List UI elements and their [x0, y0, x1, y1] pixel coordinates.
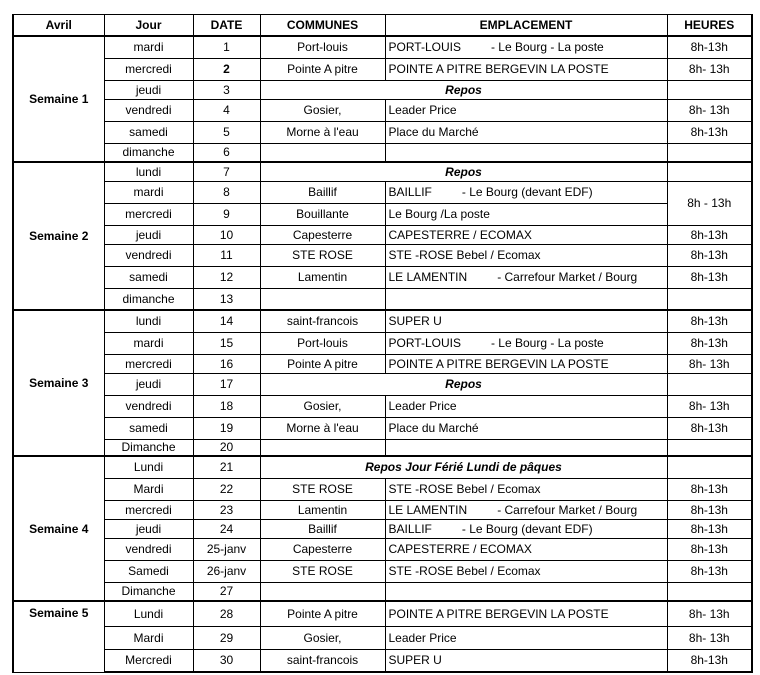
commune-cell: saint-francois — [260, 649, 385, 672]
location-cell — [385, 36, 667, 58]
location-cell — [385, 649, 667, 672]
repos-note: Repos — [260, 162, 667, 181]
day-cell: Lundi — [104, 456, 193, 478]
table-row — [13, 203, 752, 225]
location-cell — [385, 538, 667, 560]
date-cell: 24 — [193, 519, 260, 538]
day-cell: mercredi — [104, 58, 193, 80]
day-cell: vendredi — [104, 538, 193, 560]
repos-note: Repos — [260, 373, 667, 395]
location-cell — [385, 478, 667, 500]
location-text: Leader Price — [388, 630, 457, 645]
table-row — [13, 560, 752, 582]
commune-cell: Port-louis — [260, 36, 385, 58]
date-cell: 26-janv — [193, 560, 260, 582]
commune-cell: Pointe A pitre — [260, 601, 385, 626]
location-cell — [385, 225, 667, 244]
commune-cell: Port-louis — [260, 332, 385, 354]
hours-cell — [667, 373, 752, 395]
commune-cell — [260, 143, 385, 162]
commune-cell: Lamentin — [260, 266, 385, 288]
date-cell: 10 — [193, 225, 260, 244]
location-text: CAPESTERRE / ECOMAX — [388, 227, 532, 242]
hours-cell — [667, 456, 752, 478]
table-row — [13, 626, 752, 649]
hours-cell: 8h-13h — [667, 519, 752, 538]
date-cell: 27 — [193, 582, 260, 601]
date-cell: 14 — [193, 310, 260, 332]
hours-cell: 8h-13h — [667, 417, 752, 439]
table-row — [13, 500, 752, 519]
table-row — [13, 181, 752, 203]
hours-cell: 8h-13h — [667, 266, 752, 288]
date-cell: 1 — [193, 36, 260, 58]
hours-cell — [667, 143, 752, 162]
table-row — [13, 354, 752, 373]
location-cell — [385, 519, 667, 538]
hours-cell — [667, 439, 752, 456]
day-cell: Lundi — [104, 601, 193, 626]
date-cell: 23 — [193, 500, 260, 519]
day-cell: jeudi — [104, 80, 193, 99]
header-row — [13, 15, 752, 37]
table-row — [13, 538, 752, 560]
location-text: POINTE A PITRE BERGEVIN LA POSTE — [388, 62, 609, 76]
date-cell: 17 — [193, 373, 260, 395]
hours-cell: 8h-13h — [667, 121, 752, 143]
day-cell: samedi — [104, 266, 193, 288]
day-cell: lundi — [104, 310, 193, 332]
repos-note: Repos — [260, 80, 667, 99]
location-cell — [385, 99, 667, 121]
repos-note: Repos Jour Férié Lundi de pâques — [260, 456, 667, 478]
commune-cell: Morne à l'eau — [260, 121, 385, 143]
location-text: POINTE A PITRE BERGEVIN LA POSTE — [388, 356, 609, 371]
date-cell: 30 — [193, 649, 260, 672]
header-location: EMPLACEMENT — [385, 15, 667, 37]
week-label: Semaine 5 — [13, 601, 104, 672]
day-cell: samedi — [104, 121, 193, 143]
commune-cell — [260, 582, 385, 601]
day-cell: dimanche — [104, 143, 193, 162]
hours-cell: 8h- 13h — [667, 354, 752, 373]
date-cell: 9 — [193, 203, 260, 225]
day-cell: Mercredi — [104, 649, 193, 672]
day-cell: jeudi — [104, 373, 193, 395]
date-cell: 6 — [193, 143, 260, 162]
location-cell — [385, 332, 667, 354]
date-cell: 15 — [193, 332, 260, 354]
commune-cell: Capesterre — [260, 225, 385, 244]
location-cell — [385, 560, 667, 582]
day-cell: mercredi — [104, 500, 193, 519]
date-cell: 11 — [193, 244, 260, 266]
hours-cell — [667, 80, 752, 99]
hours-cell: 8h-13h — [667, 500, 752, 519]
day-cell: Dimanche — [104, 439, 193, 456]
header-hours: HEURES — [667, 15, 752, 37]
location-cell — [385, 58, 667, 80]
week-label: Semaine 3 — [13, 310, 104, 456]
hours-cell: 8h- 13h — [667, 626, 752, 649]
day-cell: samedi — [104, 417, 193, 439]
location-cell — [385, 310, 667, 332]
hours-cell: 8h-13h — [667, 560, 752, 582]
day-cell: vendredi — [104, 99, 193, 121]
date-cell: 20 — [193, 439, 260, 456]
table-row — [13, 519, 752, 538]
commune-cell — [260, 439, 385, 456]
commune-cell: Capesterre — [260, 538, 385, 560]
hours-cell: 8h - 13h — [667, 181, 752, 225]
location-text: Place du Marché — [388, 125, 479, 139]
location-cell — [385, 626, 667, 649]
location-text: Le Bourg /La poste — [388, 207, 490, 221]
commune-cell: STE ROSE — [260, 244, 385, 266]
hours-cell: 8h- 13h — [667, 395, 752, 417]
location-text: SUPER U — [388, 314, 442, 329]
table-row — [13, 266, 752, 288]
location-cell — [385, 354, 667, 373]
location-text: POINTE A PITRE BERGEVIN LA POSTE — [388, 606, 609, 621]
location-text: STE -ROSE Bebel / Ecomax — [388, 248, 541, 262]
week-label: Semaine 4 — [13, 456, 104, 601]
commune-cell: Lamentin — [260, 500, 385, 519]
table-row — [13, 58, 752, 80]
location-text: STE -ROSE Bebel / Ecomax — [388, 482, 541, 496]
day-cell: mardi — [104, 332, 193, 354]
day-cell: mercredi — [104, 203, 193, 225]
commune-cell: Gosier, — [260, 395, 385, 417]
table-row — [13, 439, 752, 456]
date-cell: 7 — [193, 162, 260, 181]
day-cell: Dimanche — [104, 582, 193, 601]
day-cell: vendredi — [104, 244, 193, 266]
location-text: SUPER U — [388, 653, 442, 668]
table-row — [13, 121, 752, 143]
date-cell: 2 — [193, 58, 260, 80]
location-text: Leader Price — [388, 103, 457, 117]
header-commune: COMMUNES — [260, 15, 385, 37]
location-text: Leader Price — [388, 399, 457, 413]
commune-cell: saint-francois — [260, 310, 385, 332]
day-cell: mardi — [104, 181, 193, 203]
location-detail: - Le Bourg (devant EDF) — [461, 521, 593, 536]
week-label: Semaine 2 — [13, 162, 104, 310]
location-text: PORT-LOUIS — [388, 336, 461, 350]
commune-cell: Bouillante — [260, 203, 385, 225]
hours-cell — [667, 162, 752, 181]
table-row — [13, 456, 752, 478]
location-cell — [385, 266, 667, 288]
hours-cell: 8h-13h — [667, 478, 752, 500]
location-detail: - Le Bourg (devant EDF) — [461, 185, 593, 199]
date-cell: 13 — [193, 288, 260, 310]
day-cell: vendredi — [104, 395, 193, 417]
table-row — [13, 288, 752, 310]
date-cell: 4 — [193, 99, 260, 121]
hours-cell — [667, 288, 752, 310]
day-cell: jeudi — [104, 519, 193, 538]
commune-cell: Pointe A pitre — [260, 58, 385, 80]
table-row — [13, 417, 752, 439]
schedule-body — [13, 36, 752, 672]
location-cell — [385, 417, 667, 439]
table-row — [13, 310, 752, 332]
date-cell: 22 — [193, 478, 260, 500]
day-cell: jeudi — [104, 225, 193, 244]
schedule-table — [12, 14, 753, 673]
location-cell — [385, 143, 667, 162]
date-cell: 19 — [193, 417, 260, 439]
day-cell: Mardi — [104, 626, 193, 649]
commune-cell: STE ROSE — [260, 560, 385, 582]
location-cell — [385, 203, 667, 225]
commune-cell — [260, 288, 385, 310]
hours-cell: 8h- 13h — [667, 58, 752, 80]
location-text: CAPESTERRE / ECOMAX — [388, 542, 532, 556]
location-detail: - Le Bourg - La poste — [490, 336, 604, 350]
location-cell — [385, 288, 667, 310]
table-row — [13, 244, 752, 266]
location-cell — [385, 244, 667, 266]
hours-cell — [667, 582, 752, 601]
header-month: Avril — [13, 15, 104, 37]
date-cell: 5 — [193, 121, 260, 143]
week-label: Semaine 1 — [13, 36, 104, 162]
location-text: BAILLIF — [388, 521, 432, 536]
location-detail: - Carrefour Market / Bourg — [497, 270, 638, 284]
table-row — [13, 332, 752, 354]
commune-cell: Baillif — [260, 519, 385, 538]
location-cell — [385, 439, 667, 456]
day-cell: mercredi — [104, 354, 193, 373]
date-cell: 16 — [193, 354, 260, 373]
location-text: LE LAMENTIN — [388, 270, 468, 284]
hours-cell: 8h-13h — [667, 36, 752, 58]
day-cell: Samedi — [104, 560, 193, 582]
commune-cell: STE ROSE — [260, 478, 385, 500]
hours-cell: 8h-13h — [667, 538, 752, 560]
header-day: Jour — [104, 15, 193, 37]
commune-cell: Pointe A pitre — [260, 354, 385, 373]
location-text: BAILLIF — [388, 185, 432, 199]
date-cell: 28 — [193, 601, 260, 626]
table-row — [13, 162, 752, 181]
date-cell: 8 — [193, 181, 260, 203]
hours-cell: 8h-13h — [667, 649, 752, 672]
hours-cell: 8h-13h — [667, 310, 752, 332]
hours-cell: 8h-13h — [667, 332, 752, 354]
location-text: LE LAMENTIN — [388, 502, 468, 517]
hours-cell: 8h-13h — [667, 244, 752, 266]
location-text: STE -ROSE Bebel / Ecomax — [388, 564, 541, 578]
day-cell: mardi — [104, 36, 193, 58]
location-cell — [385, 582, 667, 601]
day-cell: lundi — [104, 162, 193, 181]
day-cell: dimanche — [104, 288, 193, 310]
date-cell: 25-janv — [193, 538, 260, 560]
table-row — [13, 373, 752, 395]
hours-cell: 8h- 13h — [667, 601, 752, 626]
table-row — [13, 143, 752, 162]
table-row — [13, 478, 752, 500]
commune-cell: Morne à l'eau — [260, 417, 385, 439]
location-text: Place du Marché — [388, 421, 479, 435]
location-cell — [385, 121, 667, 143]
day-cell: Mardi — [104, 478, 193, 500]
table-row — [13, 601, 752, 626]
location-cell — [385, 181, 667, 203]
table-row — [13, 649, 752, 672]
commune-cell: Gosier, — [260, 99, 385, 121]
table-row — [13, 582, 752, 601]
table-row — [13, 36, 752, 58]
location-detail: - Le Bourg - La poste — [490, 40, 604, 55]
table-row — [13, 225, 752, 244]
date-cell: 29 — [193, 626, 260, 649]
hours-cell: 8h-13h — [667, 225, 752, 244]
table-row — [13, 395, 752, 417]
table-row — [13, 99, 752, 121]
commune-cell: Baillif — [260, 181, 385, 203]
date-cell: 3 — [193, 80, 260, 99]
commune-cell: Gosier, — [260, 626, 385, 649]
location-detail: - Carrefour Market / Bourg — [497, 502, 638, 517]
table-row — [13, 80, 752, 99]
location-cell — [385, 500, 667, 519]
location-cell — [385, 601, 667, 626]
date-cell: 21 — [193, 456, 260, 478]
hours-cell: 8h- 13h — [667, 99, 752, 121]
header-date: DATE — [193, 15, 260, 37]
date-cell: 12 — [193, 266, 260, 288]
location-cell — [385, 395, 667, 417]
location-text: PORT-LOUIS — [388, 40, 461, 55]
date-cell: 18 — [193, 395, 260, 417]
